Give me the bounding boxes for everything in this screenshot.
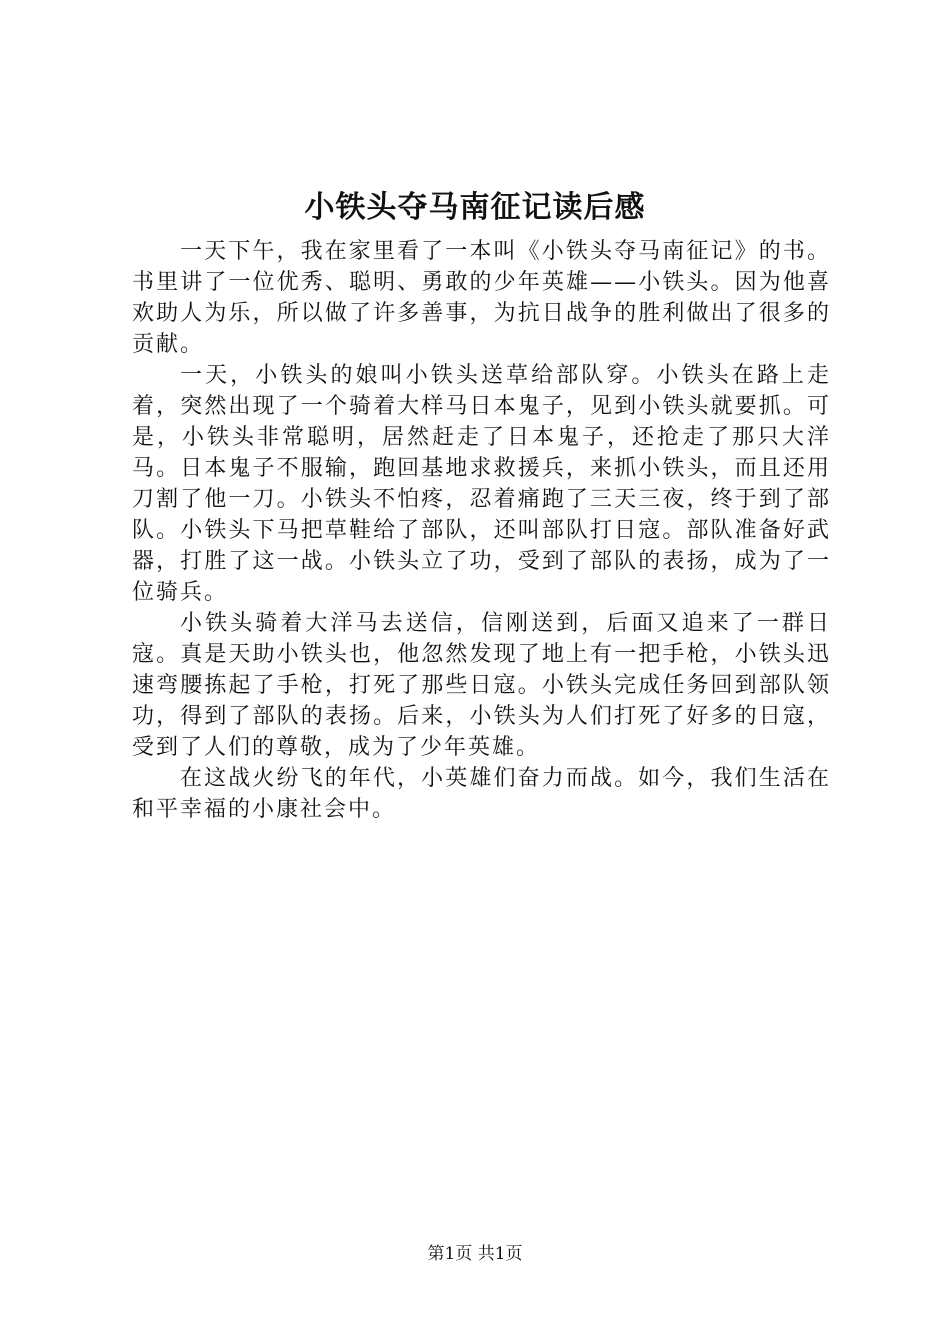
document-body [132, 236, 831, 825]
paragraph-4: 在这战火纷飞的年代，小英雄们奋力而战。如今，我们生活在和平幸福的小康社会中。 [132, 766, 831, 822]
paragraph-3: 小铁头骑着大洋马去送信，信刚送到，后面又追来了一群日寇。真是天助小铁头也，他忽然发现了地上有一把手枪，小铁头迅速弯腰拣起了手枪，打死了那些日寇。小铁头完成任务回到部队领功，得到了部队的表扬。后来，小铁头为人们打死了好多的日寇，受到了人们的尊敬，成为了少年英雄。 [132, 611, 831, 760]
document-title: 小铁头夺马南征记读后感 [304, 190, 646, 225]
paragraph-2: 一天，小铁头的娘叫小铁头送草给部队穿。小铁头在路上走着，突然出现了一个骑着大样马日本鬼子，见到小铁头就要抓。可是，小铁头非常聪明，居然赶走了日本鬼子，还抢走了那只大洋马。日本鬼子不服输，跑回基地求救援兵，来抓小铁头，而且还用刀割了他一刀。小铁头不怕疼，忍着痛跑了三天三夜，终于到了部队。小铁头下马把草鞋给了部队，还叫部队打日寇。部队准备好武器，打胜了这一战。小铁头立了功，受到了部队的表扬，成为了一位骑兵。 [132, 363, 831, 605]
paragraph-1: 一天下午，我在家里看了一本叫《小铁头夺马南征记》的书。书里讲了一位优秀、聪明、勇敢的少年英雄——小铁头。因为他喜欢助人为乐，所以做了许多善事，为抗日战争的胜利做出了很多的贡献。 [132, 239, 831, 357]
page-number-footer: 第1页 共1页 [427, 1244, 523, 1264]
